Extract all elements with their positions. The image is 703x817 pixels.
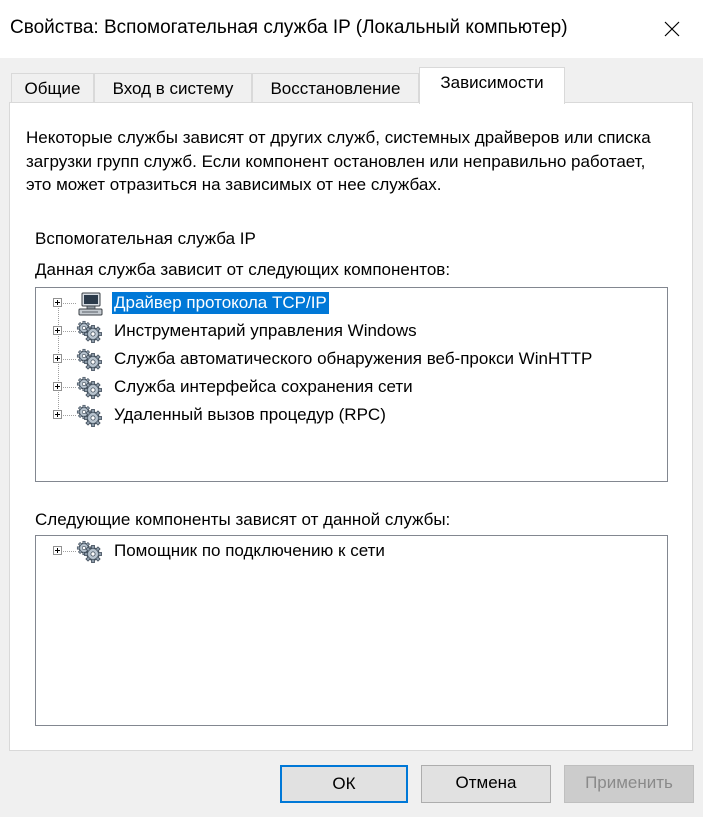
close-icon bbox=[664, 21, 680, 37]
expand-icon[interactable] bbox=[53, 382, 62, 391]
expand-icon[interactable] bbox=[53, 410, 62, 419]
tree-item[interactable] bbox=[36, 290, 667, 318]
gears-icon bbox=[76, 347, 104, 373]
tab-strip bbox=[11, 67, 701, 103]
computer-icon bbox=[76, 291, 104, 317]
tree-item-label: Удаленный вызов процедур (RPC) bbox=[114, 405, 386, 424]
expand-icon[interactable] bbox=[53, 326, 62, 335]
tree-item-label: Драйвер протокола TCP/IP bbox=[114, 293, 327, 312]
tab-recovery[interactable]: Восстановление bbox=[252, 73, 419, 103]
cancel-button[interactable]: Отмена bbox=[421, 765, 551, 803]
service-name: Вспомогательная служба IP bbox=[35, 229, 256, 248]
tree-item[interactable] bbox=[36, 346, 667, 374]
dependents-label: Следующие компоненты зависят от данной службы: bbox=[35, 510, 451, 529]
tree-item-label: Помощник по подключению к сети bbox=[114, 541, 385, 560]
tree-item-label: Инструментарий управления Windows bbox=[114, 321, 417, 340]
window-title: Свойства: Вспомогательная служба IP (Локальный компьютер) bbox=[10, 17, 568, 38]
tree-item[interactable] bbox=[36, 538, 667, 566]
apply-button[interactable]: Применить bbox=[564, 765, 694, 803]
close-button[interactable] bbox=[641, 0, 703, 58]
tab-dependencies[interactable]: Зависимости bbox=[419, 67, 565, 104]
tree-item[interactable] bbox=[36, 374, 667, 402]
expand-icon[interactable] bbox=[53, 546, 62, 555]
description-text: Некоторые службы зависят от других служб, системных драйверов или списка загрузки групп служб. Если компонент остановлен или неправильно работает, это может отразиться на зависимых от нее службах. bbox=[26, 128, 651, 194]
tree-item-label: Служба автоматического обнаружения веб-прокси WinHTTP bbox=[114, 349, 593, 368]
ok-button[interactable]: ОК bbox=[280, 765, 408, 803]
title-bar bbox=[0, 0, 703, 58]
tree-item[interactable] bbox=[36, 318, 667, 346]
expand-icon[interactable] bbox=[53, 298, 62, 307]
tab-general[interactable]: Общие bbox=[11, 73, 94, 103]
tree-item-label: Служба интерфейса сохранения сети bbox=[114, 377, 413, 396]
tab-logon[interactable]: Вход в систему bbox=[94, 73, 252, 103]
gears-icon bbox=[76, 375, 104, 401]
gears-icon bbox=[76, 403, 104, 429]
depends-on-tree[interactable] bbox=[35, 287, 668, 482]
tree-item[interactable] bbox=[36, 402, 667, 430]
dependents-tree[interactable] bbox=[35, 535, 668, 726]
gears-icon bbox=[76, 539, 104, 565]
expand-icon[interactable] bbox=[53, 354, 62, 363]
depends-on-label: Данная служба зависит от следующих компонентов: bbox=[35, 260, 451, 279]
gears-icon bbox=[76, 319, 104, 345]
